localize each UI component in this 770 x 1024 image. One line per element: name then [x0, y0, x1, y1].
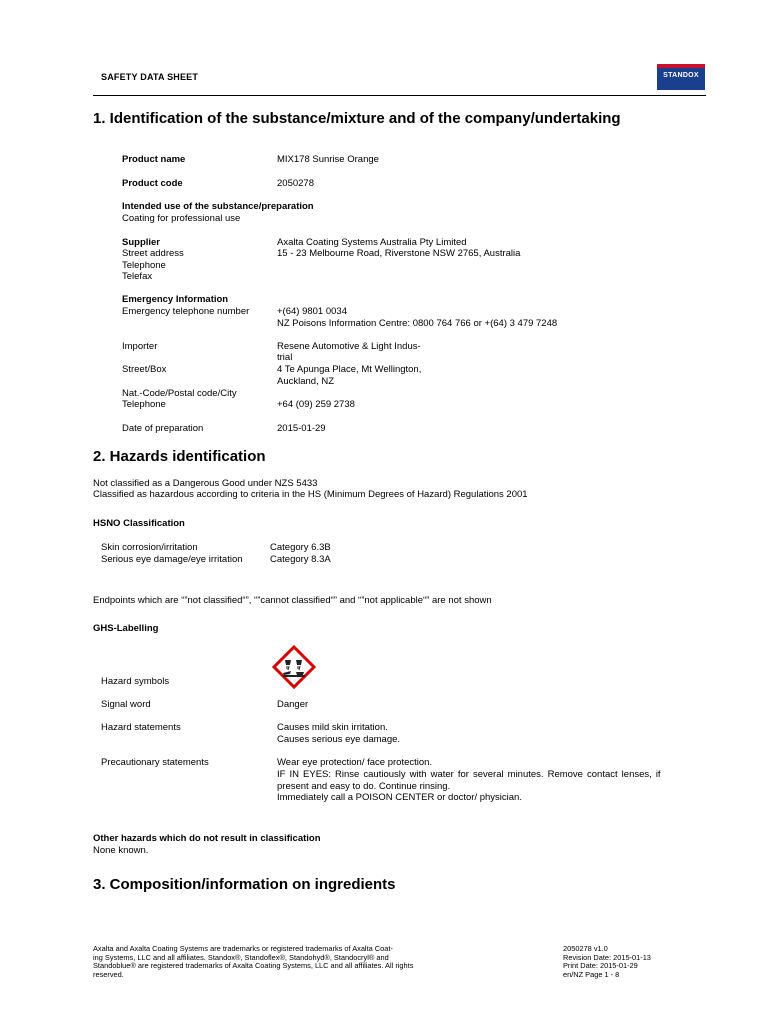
- trademark-line-4: reserved.: [93, 969, 124, 979]
- hsno-category-1: Category 6.3B: [270, 542, 331, 553]
- hazard-symbols-label: Hazard symbols: [101, 676, 170, 687]
- importer-value-line1: Resene Automotive & Light Indus-: [277, 341, 421, 352]
- importer-telephone-label: Telephone: [122, 399, 166, 410]
- hsno-heading: HSNO Classification: [93, 518, 185, 529]
- supplier-label: Supplier: [122, 237, 161, 248]
- nat-code-label: Nat.-Code/Postal code/City: [122, 388, 237, 399]
- street-address-label: Street address: [122, 248, 184, 259]
- emergency-info-label: Emergency Information: [122, 294, 229, 305]
- page-number: en/NZ Page 1 - 8: [563, 969, 620, 979]
- hsno-category-2: Category 8.3A: [270, 554, 331, 565]
- street-box-value-line2: Auckland, NZ: [277, 376, 335, 387]
- product-name-value: MIX178 Sunrise Orange: [277, 154, 379, 165]
- ghs-labelling-heading: GHS-Labelling: [93, 623, 159, 634]
- hazard-classified-text: Classified as hazardous according to criteria in the HS (Minimum Degrees of Hazard) Regulations 2001: [93, 489, 528, 500]
- trademark-line-2: ing Systems, LLC and all affiliates. Standox®, Standoflex®, Standohyd®, Standocryl® and: [93, 952, 389, 962]
- importer-label: Importer: [122, 341, 158, 352]
- section-2-heading: 2. Hazards identification: [93, 448, 266, 465]
- document-version: 2050278 v1.0: [563, 944, 608, 953]
- corrosion-icon: [272, 645, 316, 689]
- precaution-4: Immediately call a POISON CENTER or doctor/ physician.: [277, 792, 522, 803]
- trademark-line-3: Standoblue® are registered trademarks of Axalta Coating Systems, LLC and all affiliates. All rights: [93, 961, 414, 971]
- revision-date: Revision Date: 2015-01-13: [563, 952, 651, 962]
- intended-use-value: Coating for professional use: [122, 213, 241, 224]
- importer-value-line2: trial: [277, 352, 293, 363]
- street-address-value: 15 - 23 Melbourne Road, Riverstone NSW 2765, Australia: [277, 248, 521, 259]
- precaution-1: Wear eye protection/ face protection.: [277, 757, 433, 768]
- header-divider: [93, 95, 706, 96]
- telephone-label: Telephone: [122, 260, 166, 271]
- document-info: [563, 945, 651, 979]
- hazard-statements-label: Hazard statements: [101, 722, 181, 733]
- supplier-value: Axalta Coating Systems Australia Pty Limited: [277, 237, 467, 248]
- print-date: Print Date: 2015-01-29: [563, 961, 638, 971]
- street-box-label: Street/Box: [122, 364, 167, 375]
- emergency-phone-value: +(64) 9801 0034: [277, 306, 347, 317]
- telefax-label: Telefax: [122, 271, 153, 282]
- precaution-2: IF IN EYES: Rinse cautiously with water for several minutes. Remove contact lenses, if: [277, 769, 661, 780]
- logo-text: STANDOX: [663, 72, 699, 79]
- trademark-notice: [93, 945, 461, 979]
- importer-telephone-value: +64 (09) 259 2738: [277, 399, 355, 410]
- precaution-3: present and easy to do. Continue rinsing.: [277, 781, 451, 792]
- hazard-statement-2: Causes serious eye damage.: [277, 734, 401, 745]
- signal-word-value: Danger: [277, 699, 309, 710]
- date-of-preparation-label: Date of preparation: [122, 423, 204, 434]
- product-code-label: Product code: [122, 178, 183, 189]
- endpoints-text: Endpoints which are “”not classified“”, “”cannot classified“” and “”not applicable“” are not shown: [93, 595, 492, 606]
- document-title: SAFETY DATA SHEET: [101, 72, 199, 82]
- hsno-hazard-1: Skin corrosion/irritation: [101, 542, 198, 553]
- date-of-preparation-value: 2015-01-29: [277, 423, 326, 434]
- precautionary-statements-label: Precautionary statements: [101, 757, 209, 768]
- product-code-value: 2050278: [277, 178, 314, 189]
- hazard-statement-1: Causes mild skin irritation.: [277, 722, 388, 733]
- section-3-heading: 3. Composition/information on ingredients: [93, 876, 396, 893]
- product-name-label: Product name: [122, 154, 186, 165]
- standox-logo: [657, 64, 705, 90]
- hsno-hazard-2: Serious eye damage/eye irritation: [101, 554, 243, 565]
- other-hazards-heading: Other hazards which do not result in classification: [93, 833, 321, 844]
- corrosion-pictogram: [272, 645, 316, 689]
- other-hazards-value: None known.: [93, 845, 149, 856]
- section-1-heading: 1. Identification of the substance/mixture and of the company/undertaking: [93, 110, 621, 127]
- signal-word-label: Signal word: [101, 699, 151, 710]
- poisons-centre-value: NZ Poisons Information Centre: 0800 764 766 or +(64) 3 479 7248: [277, 318, 558, 329]
- trademark-line-1: Axalta and Axalta Coating Systems are trademarks or registered trademarks of Axalta Coat-: [93, 944, 393, 953]
- intended-use-label: Intended use of the substance/preparation: [122, 201, 314, 212]
- emergency-phone-label: Emergency telephone number: [122, 306, 250, 317]
- street-box-value-line1: 4 Te Apunga Place, Mt Wellington,: [277, 364, 422, 375]
- dangerous-good-text: Not classified as a Dangerous Good under NZS 5433: [93, 478, 318, 489]
